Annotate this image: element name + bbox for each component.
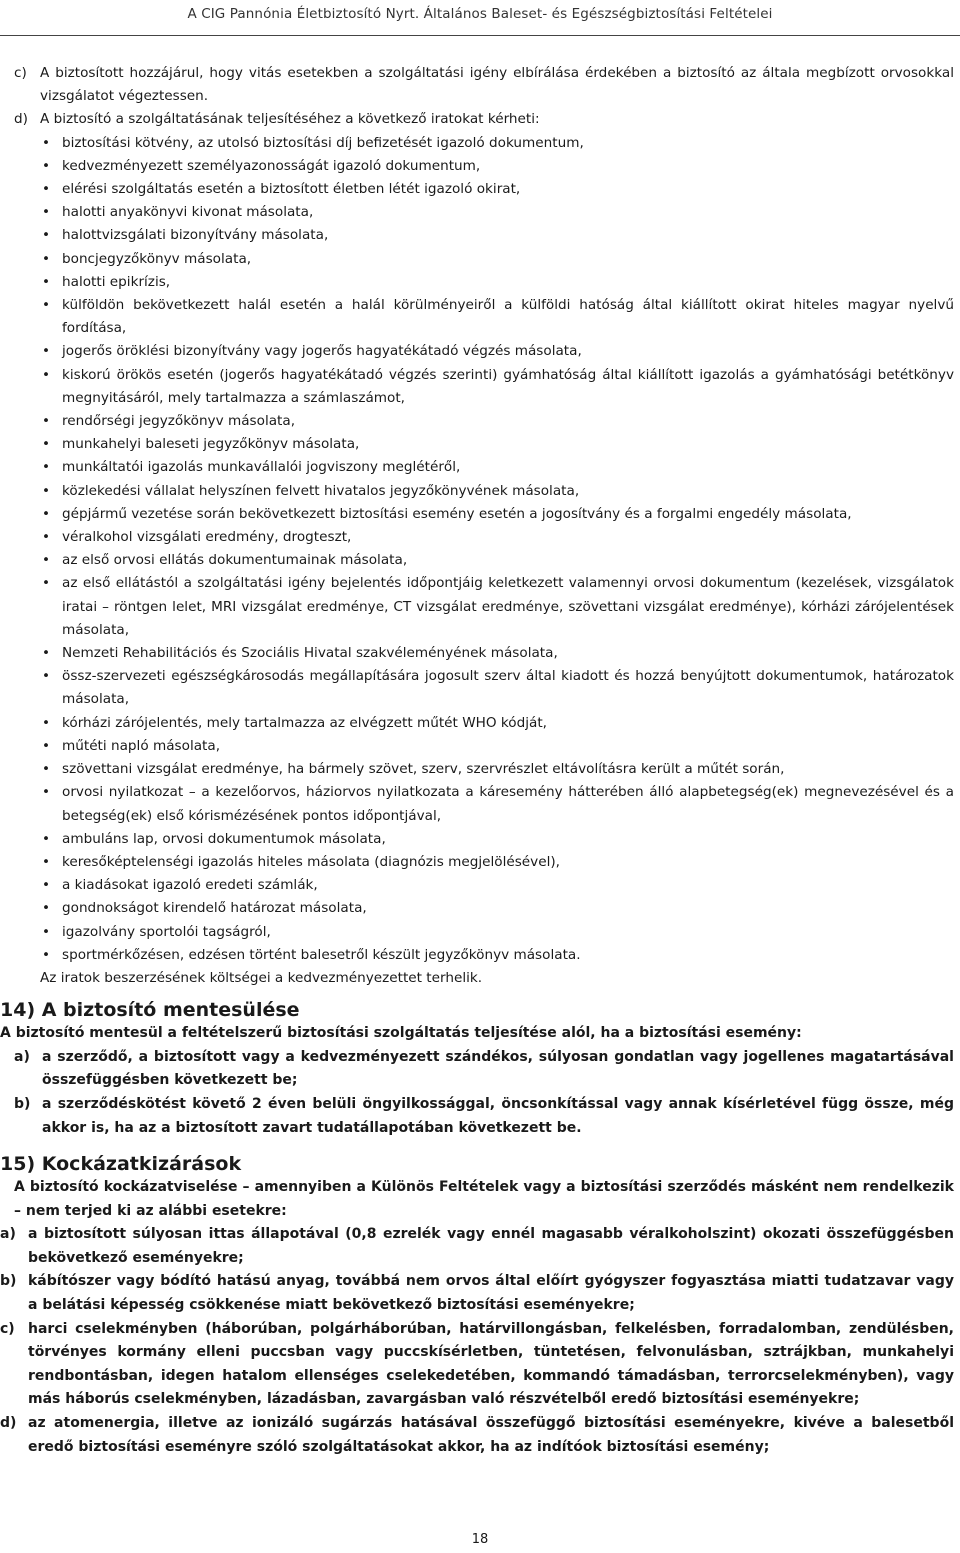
list-item-text: elérési szolgáltatás esetén a biztosított életben létét igazoló okirat,: [62, 181, 521, 198]
item-label: c): [0, 1320, 15, 1337]
list-item: [40, 828, 954, 851]
bullet-icon: •: [42, 529, 51, 546]
list-item: [40, 503, 954, 526]
item-label: a): [0, 1226, 16, 1243]
list-item: [40, 758, 954, 781]
item-label: c): [14, 65, 27, 81]
list-item-text: Nemzeti Rehabilitációs és Szociális Hivatal szakvéleményének másolata,: [62, 645, 558, 662]
bullet-icon: •: [42, 227, 51, 244]
item-text: harci cselekményben (háborúban, polgárháborúban, határvillongásban, felkelésben, forradalomban, zendülésben, törvényes kormány elleni puccsban vagy puccskísérletben, tüntetésen, felvonulásban, sztrájkban, munkahelyi rendbontásban, idegen hatalom ellenséges cselekedetében, kommandó támadásban, terrorcselekményben), vagy más háborús cselekményben, lázadásban, zavargásban való részvételből eredő biztosítási eseményekre;: [28, 1320, 954, 1408]
document-body: [0, 62, 954, 1459]
list-item-text: kórházi zárójelentés, mely tartalmazza az elvégzett műtét WHO kódját,: [62, 714, 547, 731]
bullet-icon: •: [42, 459, 51, 476]
list-item-text: szövettani vizsgálat eredménye, ha bármely szövet, szerv, szervrészlet eltávolításra került a műtét során,: [62, 761, 785, 778]
item-d: [14, 108, 954, 131]
item-label: a): [14, 1048, 30, 1065]
section-14-items: [14, 1046, 954, 1140]
list-item: [40, 201, 954, 224]
item-text: kábítószer vagy bódító hatású anyag, továbbá nem orvos által előírt gyógyszer fogyasztása miatti tudatzavar vagy a belátási képesség csökkenése miatt bekövetkező biztosítási eseményekre;: [28, 1273, 954, 1314]
required-documents-list: [14, 132, 954, 967]
bullet-icon: •: [42, 343, 51, 360]
bullet-icon: •: [42, 761, 51, 778]
header-divider: [0, 35, 960, 36]
list-item: [0, 1412, 954, 1459]
list-item: [40, 712, 954, 735]
section-15-items: [0, 1223, 954, 1459]
bullet-icon: •: [42, 413, 51, 430]
list-item-text: orvosi nyilatkozat – a kezelőorvos, háziorvos nyilatkozata a káresemény hátterében álló alapbetegség(ek) megnevezésével és a betegség(ek) első kórismézésének pontos időpontjával,: [62, 784, 954, 824]
item-label: b): [0, 1273, 17, 1290]
bullet-icon: •: [42, 181, 51, 198]
list-item: [40, 642, 954, 665]
item-text: a szerződő, a biztosított vagy a kedvezményezett szándékos, súlyosan gondatlan vagy jogellenes magatartásával összefüggésben következett be;: [42, 1048, 954, 1089]
claims-documents-block: [14, 62, 954, 990]
list-item-text: jogerős öröklési bizonyítvány vagy jogerős hagyatékátadó végzés másolata,: [62, 343, 582, 360]
bullet-icon: •: [42, 877, 51, 894]
list-item-text: műtéti napló másolata,: [62, 737, 221, 754]
list-item-text: munkáltatói igazolás munkavállalói jogviszony meglétéről,: [62, 459, 461, 476]
bullet-icon: •: [42, 552, 51, 569]
section-14-title: 14) A biztosító mentesülése: [0, 999, 300, 1022]
list-item: [40, 364, 954, 410]
list-item: [40, 897, 954, 920]
list-item-text: kiskorú örökös esetén (jogerős hagyatékátadó végzés szerinti) gyámhatóság által kiállított igazolás a gyámhatósági betétkönyv megnyitásáról, mely tartalmazza a számlaszámot,: [62, 366, 954, 406]
list-item-text: sportmérkőzésen, edzésen történt balesetről készült jegyzőkönyv másolata.: [62, 946, 581, 963]
list-item-text: munkahelyi baleseti jegyzőkönyv másolata,: [62, 436, 360, 453]
bullet-icon: •: [42, 482, 51, 499]
list-item: [0, 1270, 954, 1317]
list-item-text: biztosítási kötvény, az utolsó biztosítási díj befizetését igazoló dokumentum,: [62, 134, 584, 151]
item-text: A biztosított hozzájárul, hogy vitás esetekben a szolgáltatási igény elbírálása érdekében a biztosító az általa megbízott orvosokkal vizsgálatot végeztessen.: [40, 65, 954, 105]
list-item: [14, 1093, 954, 1140]
list-item: [0, 1223, 954, 1270]
list-item-text: halotti anyakönyvi kivonat másolata,: [62, 204, 314, 221]
list-item-text: közlekedési vállalat helyszínen felvett hivatalos jegyzőkönyvének másolata,: [62, 482, 580, 499]
bullet-icon: •: [42, 204, 51, 221]
list-item: [40, 248, 954, 271]
list-item: [40, 433, 954, 456]
list-item: [40, 944, 954, 967]
list-item: [40, 294, 954, 340]
list-item: [40, 526, 954, 549]
bullet-icon: •: [42, 784, 51, 801]
cost-note: Az iratok beszerzésének költségei a kedvezményezettet terhelik.: [40, 969, 483, 986]
bullet-icon: •: [42, 297, 51, 314]
list-item-text: keresőképtelenségi igazolás hiteles másolata (diagnózis megjelölésével),: [62, 853, 560, 870]
bullet-icon: •: [42, 900, 51, 917]
list-item: [40, 456, 954, 479]
list-item: [0, 1318, 954, 1412]
item-label: b): [14, 1095, 31, 1112]
list-item: [40, 155, 954, 178]
list-item-text: igazolvány sportolói tagságról,: [62, 923, 271, 940]
item-text: a szerződéskötést követő 2 éven belüli öngyilkossággal, öncsonkítással vagy annak kísérletével függ össze, még akkor is, ha az a biztosított zavart tudatállapotában következett be.: [42, 1095, 954, 1136]
bullet-icon: •: [42, 273, 51, 290]
item-text: a biztosított súlyosan ittas állapotával (0,8 ezrelék vagy ennél magasabb véralkoholszint) okozati összefüggésben bekövetkező eseményekre;: [28, 1226, 954, 1266]
bullet-icon: •: [42, 737, 51, 754]
list-item: [40, 665, 954, 711]
bullet-icon: •: [42, 668, 51, 685]
bullet-icon: •: [42, 575, 51, 592]
page-number: 18: [471, 1532, 489, 1547]
list-item: [40, 340, 954, 363]
list-item: [40, 735, 954, 758]
list-item-text: véralkohol vizsgálati eredmény, drogteszt,: [62, 529, 352, 546]
list-item: [40, 410, 954, 433]
bullet-icon: •: [42, 134, 51, 151]
bullet-icon: •: [42, 436, 51, 453]
list-item: [40, 480, 954, 503]
bullet-icon: •: [42, 157, 51, 174]
bullet-icon: •: [42, 923, 51, 940]
list-item: [40, 851, 954, 874]
list-item: [40, 271, 954, 294]
item-label: d): [14, 111, 28, 128]
bullet-icon: •: [42, 505, 51, 522]
list-item: [40, 224, 954, 247]
list-item-text: az első ellátástól a szolgáltatási igény bejelentés időpontjáig keletkezett valamennyi orvosi dokumentum (kezelések, vizsgálatok iratai – röntgen lelet, MRI vizsgálat eredménye, CT vizsgálat eredménye, szövettani vizsgálat eredménye), kórházi zárójelentések másolata,: [62, 575, 954, 638]
item-text: az atomenergia, illetve az ionizáló sugárzás hatásával összefüggő biztosítási eseményekre, kivéve a balesetből eredő biztosítási eseményre szóló szolgáltatásokat akkor, ha az indítóok biztosítási esemény;: [28, 1415, 954, 1455]
list-item-text: külföldön bekövetkezett halál esetén a halál körülményeiről a külföldi hatóság által kiállított okirat hiteles magyar nyelvű fordítása,: [62, 297, 954, 337]
bullet-icon: •: [42, 946, 51, 963]
bullet-icon: •: [42, 853, 51, 870]
item-label: d): [0, 1415, 17, 1432]
list-item-text: össz-szervezeti egészségkárosodás megállapítására jogosult szerv által kiadott és hozzá benyújtott dokumentumok, határozatok másolata,: [62, 668, 954, 708]
list-item-text: gépjármű vezetése során bekövetkezett biztosítási esemény esetén a jogosítvány és a forgalmi engedély másolata,: [62, 505, 852, 522]
bullet-icon: •: [42, 250, 51, 267]
bullet-icon: •: [42, 714, 51, 731]
list-item-text: boncjegyzőkönyv másolata,: [62, 250, 252, 267]
list-item: [40, 874, 954, 897]
list-item: [40, 921, 954, 944]
list-item: [40, 572, 954, 642]
bullet-icon: •: [42, 645, 51, 662]
item-text: A biztosító a szolgáltatásának teljesítéséhez a következő iratokat kérheti:: [40, 111, 540, 128]
list-item: [14, 1046, 954, 1093]
item-c: [14, 62, 954, 108]
section-15-title: 15) Kockázatkizárások: [0, 1153, 242, 1176]
list-item-text: ambuláns lap, orvosi dokumentumok másolata,: [62, 830, 386, 847]
list-item-text: halotti epikrízis,: [62, 273, 171, 290]
list-item: [40, 178, 954, 201]
list-item: [40, 132, 954, 155]
list-item-text: az első orvosi ellátás dokumentumainak másolata,: [62, 552, 408, 569]
list-item-text: kedvezményezett személyazonosságát igazoló dokumentum,: [62, 157, 481, 174]
page-header: A CIG Pannónia Életbiztosító Nyrt. Általános Baleset- és Egészségbiztosítási Feltételei: [187, 6, 773, 22]
list-item-text: rendőrségi jegyzőkönyv másolata,: [62, 413, 296, 430]
list-item-text: a kiadásokat igazoló eredeti számlák,: [62, 877, 318, 894]
section-15-intro: A biztosító kockázatviselése – amennyiben a Különös Feltételek vagy a biztosítási szerződés másként nem rendelkezik – nem terjed ki az alábbi esetekre:: [14, 1179, 954, 1219]
section-14-intro: A biztosító mentesül a feltételszerű biztosítási szolgáltatás teljesítése alól, ha a biztosítási esemény:: [0, 1025, 802, 1042]
bullet-icon: •: [42, 366, 51, 383]
list-item-text: halottvizsgálati bizonyítvány másolata,: [62, 227, 329, 244]
list-item: [40, 781, 954, 827]
list-item: [40, 549, 954, 572]
list-item-text: gondnokságot kirendelő határozat másolata,: [62, 900, 367, 917]
bullet-icon: •: [42, 830, 51, 847]
